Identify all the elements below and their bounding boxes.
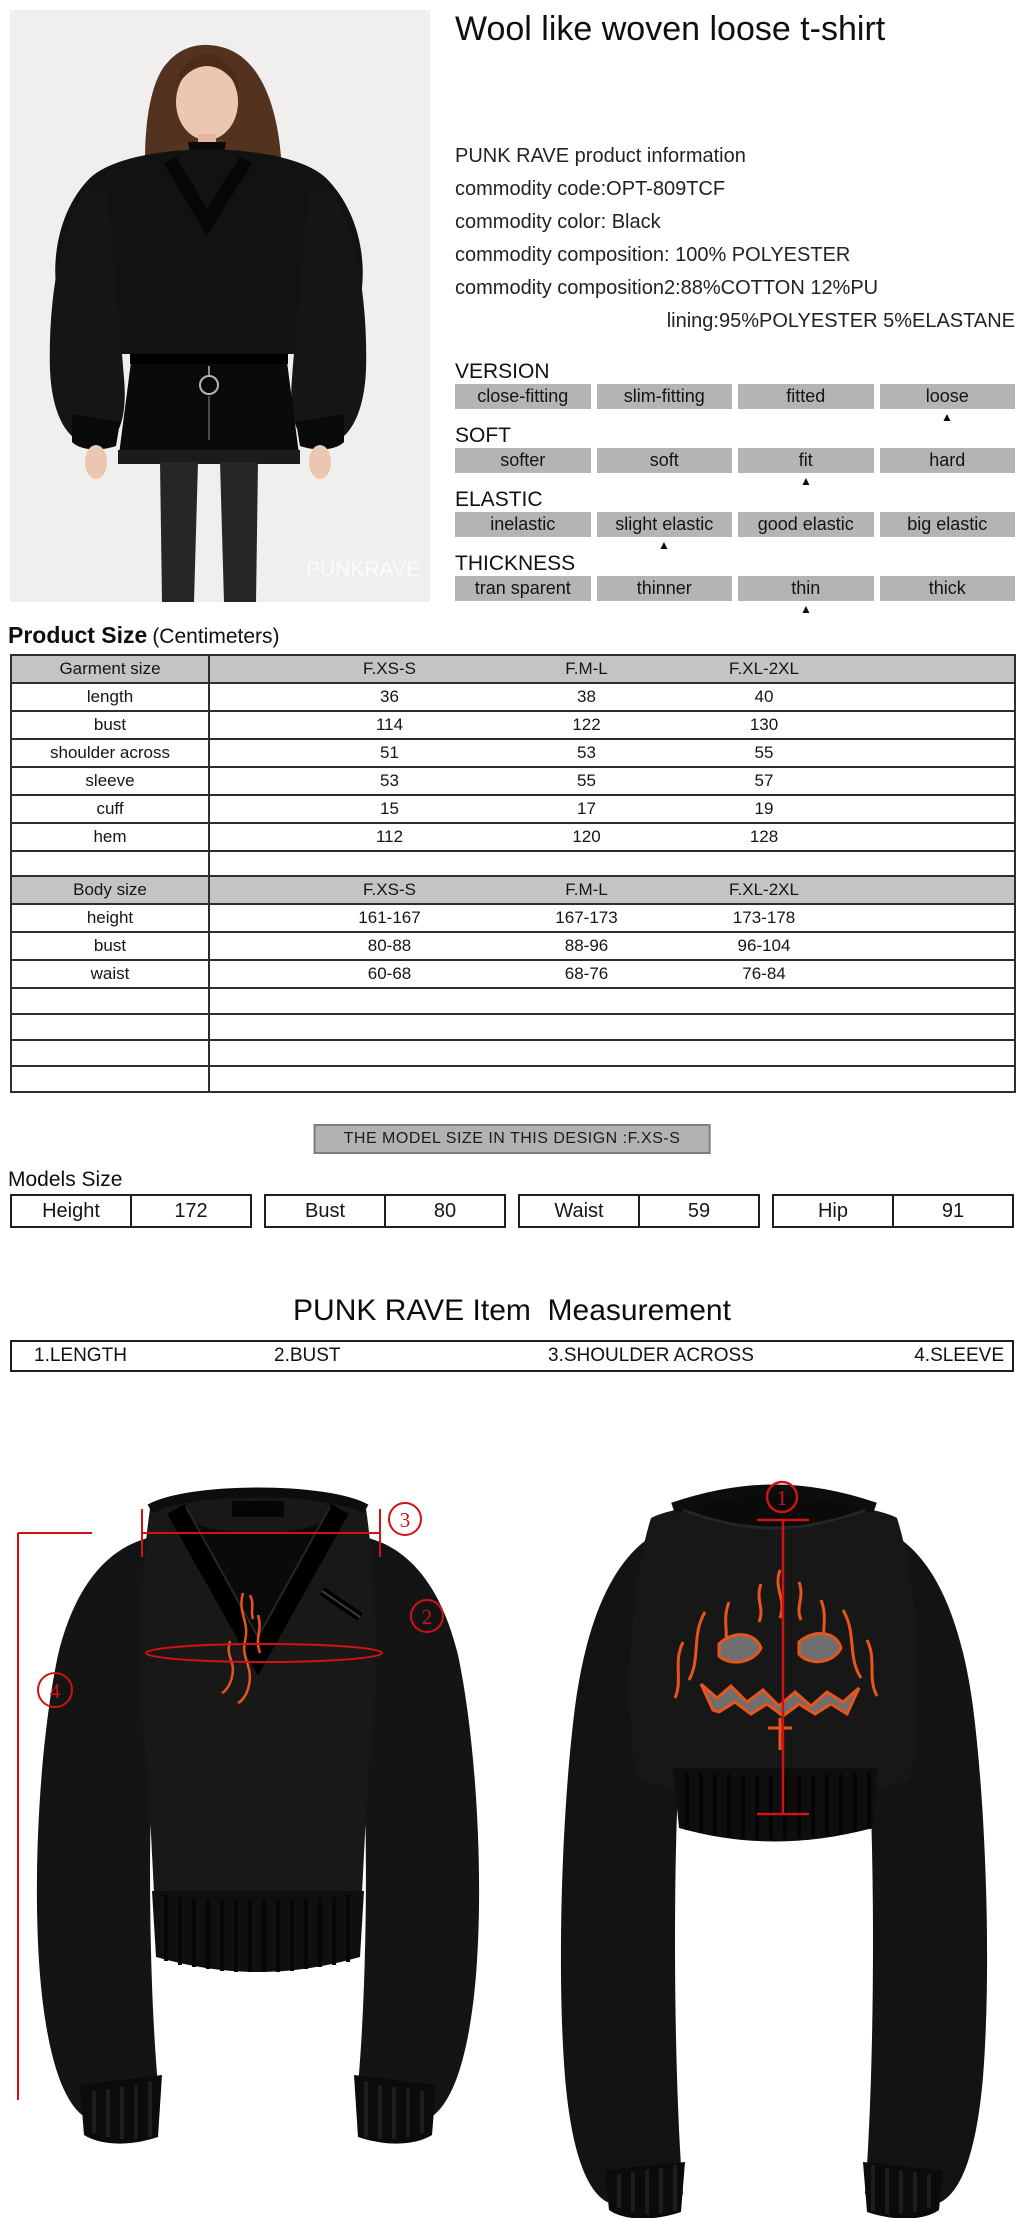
photo-watermark: PUNKRAVE bbox=[306, 558, 420, 581]
model-photo bbox=[10, 10, 430, 602]
attr-label-soft: SOFT bbox=[455, 424, 511, 447]
table-row: sleeve 53 55 57 bbox=[11, 767, 1015, 795]
attr-option: thin bbox=[738, 576, 874, 601]
legend-sleeve: 4.SLEEVE bbox=[914, 1345, 1004, 1366]
body-size-table bbox=[10, 875, 1016, 1093]
attr-option: soft bbox=[597, 448, 733, 473]
attr-option: fitted bbox=[738, 384, 874, 409]
table-row: hem 112 120 128 bbox=[11, 823, 1015, 851]
models-size-row bbox=[10, 1194, 1014, 1228]
table-row: bust 114 122 130 bbox=[11, 711, 1015, 739]
attr-label-elastic: ELASTIC bbox=[455, 488, 543, 511]
product-info bbox=[455, 140, 1015, 338]
attr-row-elastic bbox=[455, 512, 1015, 537]
table-row: cuff 15 17 19 bbox=[11, 795, 1015, 823]
lining-line: lining:95%POLYESTER 5%ELASTANE bbox=[666, 310, 1015, 332]
attr-option: loose bbox=[880, 384, 1016, 409]
commodity-color-line: commodity color: Black bbox=[455, 211, 661, 233]
marker-shoulder-number: 3 bbox=[399, 1508, 411, 1532]
collar-tag bbox=[232, 1501, 284, 1517]
attr-label-version: VERSION bbox=[455, 360, 550, 383]
attr-row-soft bbox=[455, 448, 1015, 473]
measurement-legend-bar bbox=[10, 1340, 1014, 1372]
product-info-heading: PUNK RAVE product information bbox=[455, 145, 746, 167]
commodity-code-line: commodity code:OPT-809TCF bbox=[455, 178, 726, 200]
models-size-box-bust: Bust 80 bbox=[264, 1194, 506, 1228]
attr-option: slight elastic bbox=[597, 512, 733, 537]
attr-row-thickness bbox=[455, 576, 1015, 601]
commodity-composition2-line: commodity composition2:88%COTTON 12%PU bbox=[455, 277, 879, 299]
models-size-box-hip: Hip 91 bbox=[772, 1194, 1014, 1228]
back-view-figure bbox=[533, 1452, 1015, 2218]
models-size-box-waist: Waist 59 bbox=[518, 1194, 760, 1228]
legend-bust: 2.BUST bbox=[274, 1345, 341, 1366]
garment-size-table bbox=[10, 654, 1016, 882]
page-title: Wool like woven loose t-shirt bbox=[455, 10, 886, 48]
attr-option: good elastic bbox=[738, 512, 874, 537]
models-size-box-height: Height 172 bbox=[10, 1194, 252, 1228]
measurement-title: PUNK RAVE Item Measurement bbox=[293, 1294, 731, 1327]
product-size-heading-note: (Centimeters) bbox=[152, 625, 280, 648]
attr-option: thinner bbox=[597, 576, 733, 601]
table-empty-row bbox=[11, 988, 1015, 1014]
attr-option: big elastic bbox=[880, 512, 1016, 537]
table-empty-row bbox=[11, 1066, 1015, 1092]
attr-option: softer bbox=[455, 448, 591, 473]
marker-length-number: 4 bbox=[49, 1679, 61, 1703]
attr-option: tran sparent bbox=[455, 576, 591, 601]
table-row: bust 80-88 88-96 96-104 bbox=[11, 932, 1015, 960]
commodity-composition-line: commodity composition: 100% POLYESTER bbox=[455, 244, 851, 266]
legend-length: 1.LENGTH bbox=[34, 1345, 127, 1366]
selection-arrow-icon: ▲ bbox=[800, 474, 812, 488]
attr-option: fit bbox=[738, 448, 874, 473]
legend-shoulder: 3.SHOULDER ACROSS bbox=[548, 1345, 754, 1366]
front-view-figure bbox=[0, 1445, 500, 2150]
model-size-banner: THE MODEL SIZE IN THIS DESIGN :F.XS-S bbox=[314, 1124, 711, 1154]
product-size-heading-bold: Product Size bbox=[8, 622, 148, 648]
models-size-heading: Models Size bbox=[8, 1168, 123, 1191]
back-sweater-illustration bbox=[561, 1490, 987, 2218]
attr-option: hard bbox=[880, 448, 1016, 473]
table-row: height 161-167 167-173 173-178 bbox=[11, 904, 1015, 932]
table-header-row: Body size F.XS-S F.M-L F.XL-2XL bbox=[11, 876, 1015, 904]
attr-option: inelastic bbox=[455, 512, 591, 537]
attr-label-thickness: THICKNESS bbox=[455, 552, 576, 575]
selection-arrow-icon: ▲ bbox=[658, 538, 670, 552]
table-empty-row bbox=[11, 1040, 1015, 1066]
attr-option: close-fitting bbox=[455, 384, 591, 409]
marker-bust-number: 2 bbox=[421, 1605, 433, 1629]
selection-arrow-icon: ▲ bbox=[941, 410, 953, 424]
table-row: waist 60-68 68-76 76-84 bbox=[11, 960, 1015, 988]
marker-back-length-number: 1 bbox=[776, 1486, 788, 1510]
table-row: length 36 38 40 bbox=[11, 683, 1015, 711]
attr-option: thick bbox=[880, 576, 1016, 601]
product-size-heading bbox=[8, 622, 280, 649]
table-empty-row bbox=[11, 1014, 1015, 1040]
selection-arrow-icon: ▲ bbox=[800, 602, 812, 616]
table-header-row: Garment size F.XS-S F.M-L F.XL-2XL bbox=[11, 655, 1015, 683]
front-sweater-illustration bbox=[37, 1493, 479, 2144]
attr-row-version bbox=[455, 384, 1015, 409]
attr-option: slim-fitting bbox=[597, 384, 733, 409]
table-row: shoulder across 51 53 55 bbox=[11, 739, 1015, 767]
